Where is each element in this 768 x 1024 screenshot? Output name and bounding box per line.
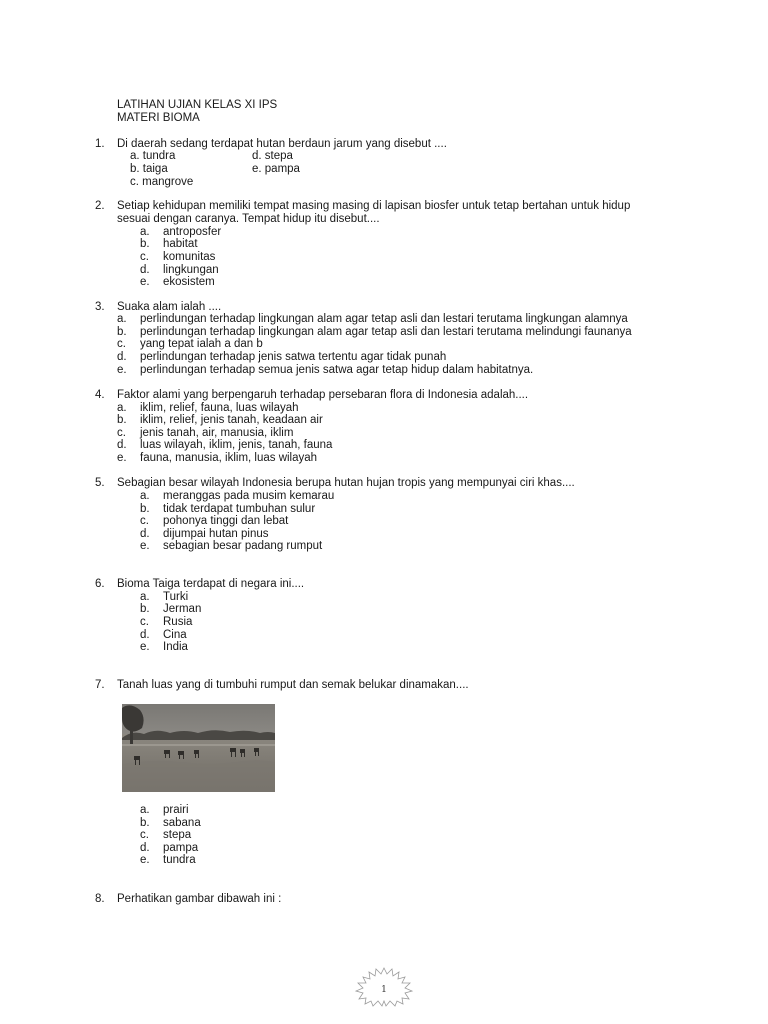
option-letter: d.: [140, 528, 150, 540]
option-letter: c.: [140, 515, 149, 527]
option-text: sebagian besar padang rumput: [163, 540, 323, 552]
question-text: Suaka alam ialah ....: [117, 301, 222, 313]
option-text: Cina: [163, 629, 187, 641]
option-letter: a.: [140, 591, 150, 603]
page-number-badge: [352, 966, 416, 1008]
option: b. taiga: [130, 163, 168, 175]
option-text: fauna, manusia, iklim, luas wilayah: [140, 452, 318, 464]
option-text: Rusia: [163, 616, 193, 628]
savanna-photo: [122, 704, 275, 792]
option-text: tundra: [163, 854, 196, 866]
question-text: Perhatikan gambar dibawah ini :: [117, 893, 282, 905]
option-letter: a.: [140, 490, 150, 502]
option-text: dijumpai hutan pinus: [163, 528, 269, 540]
option-text: pohonya tinggi dan lebat: [163, 515, 289, 527]
option-text: lingkungan: [163, 264, 219, 276]
option-letter: c.: [140, 616, 149, 628]
option-text: habitat: [163, 238, 198, 250]
option-text: ekosistem: [163, 276, 215, 288]
option-letter: d.: [117, 439, 127, 451]
option-text: Turki: [163, 591, 189, 603]
option-text: perlindungan terhadap lingkungan alam agar tetap asli dan lestari terutama melindungi faunanya: [140, 326, 632, 338]
option: d. stepa: [252, 150, 293, 162]
option-text: tidak terdapat tumbuhan sulur: [163, 503, 316, 515]
option-text: luas wilayah, iklim, jenis, tanah, fauna: [140, 439, 333, 451]
question-number: 4.: [95, 389, 105, 401]
option-letter: b.: [117, 414, 127, 426]
question-number: 2.: [95, 200, 105, 212]
option-letter: c.: [117, 427, 126, 439]
option-text: yang tepat ialah a dan b: [140, 338, 263, 350]
option-text: meranggas pada musim kemarau: [163, 490, 335, 502]
question-text: Bioma Taiga terdapat di negara ini....: [117, 578, 305, 590]
option-letter: a.: [140, 226, 150, 238]
option-text: pampa: [163, 842, 199, 854]
option-text: prairi: [163, 804, 189, 816]
document-subtitle: MATERI BIOMA: [117, 112, 200, 124]
option-text: Jerman: [163, 603, 202, 615]
question-number: 6.: [95, 578, 105, 590]
option-letter: d.: [117, 351, 127, 363]
question-number: 3.: [95, 301, 105, 313]
option-text: antroposfer: [163, 226, 222, 238]
option-letter: e.: [140, 641, 150, 653]
document-title: LATIHAN UJIAN KELAS XI IPS: [117, 99, 278, 111]
option-text: sabana: [163, 817, 201, 829]
question-text: Tanah luas yang di tumbuhi rumput dan semak belukar dinamakan....: [117, 679, 469, 691]
option-letter: e.: [117, 452, 127, 464]
option-letter: b.: [140, 603, 150, 615]
option-letter: d.: [140, 842, 150, 854]
option-letter: a.: [117, 402, 127, 414]
option-letter: d.: [140, 629, 150, 641]
question-text: Setiap kehidupan memiliki tempat masing masing di lapisan biosfer untuk tetap bertahan untuk hidup: [117, 200, 631, 212]
question-text: Sebagian besar wilayah Indonesia berupa hutan hujan tropis yang mempunyai ciri khas....: [117, 477, 575, 489]
option-text: komunitas: [163, 251, 216, 263]
question-text: sesuai dengan caranya. Tempat hidup itu disebut....: [117, 213, 380, 225]
option: c. mangrove: [130, 176, 194, 188]
question-number: 7.: [95, 679, 105, 691]
option-letter: e.: [140, 540, 150, 552]
option-letter: b.: [117, 326, 127, 338]
option-text: perlindungan terhadap lingkungan alam agar tetap asli dan lestari terutama lingkungan alamnya: [140, 313, 628, 325]
option-text: iklim, relief, jenis tanah, keadaan air: [140, 414, 323, 426]
option-text: perlindungan terhadap semua jenis satwa agar tetap hidup dalam habitatnya.: [140, 364, 534, 376]
option-text: stepa: [163, 829, 192, 841]
page-number: 1: [381, 985, 387, 995]
option-letter: e.: [140, 854, 150, 866]
question-text: Di daerah sedang terdapat hutan berdaun jarum yang disebut ....: [117, 138, 447, 150]
question-number: 5.: [95, 477, 105, 489]
question-number: 1.: [95, 138, 105, 150]
option-text: iklim, relief, fauna, luas wilayah: [140, 402, 299, 414]
option-letter: e.: [140, 276, 150, 288]
option: e. pampa: [252, 163, 300, 175]
option-letter: b.: [140, 817, 150, 829]
question-number: 8.: [95, 893, 105, 905]
question-text: Faktor alami yang berpengaruh terhadap persebaran flora di Indonesia adalah....: [117, 389, 529, 401]
option-letter: b.: [140, 238, 150, 250]
option-letter: a.: [140, 804, 150, 816]
option: a. tundra: [130, 150, 176, 162]
option-letter: c.: [117, 338, 126, 350]
option-letter: e.: [117, 364, 127, 376]
option-text: perlindungan terhadap jenis satwa tertentu agar tidak punah: [140, 351, 447, 363]
option-letter: b.: [140, 503, 150, 515]
option-letter: c.: [140, 251, 149, 263]
option-text: jenis tanah, air, manusia, iklim: [140, 427, 294, 439]
option-letter: c.: [140, 829, 149, 841]
option-letter: d.: [140, 264, 150, 276]
option-text: India: [163, 641, 188, 653]
option-letter: a.: [117, 313, 127, 325]
